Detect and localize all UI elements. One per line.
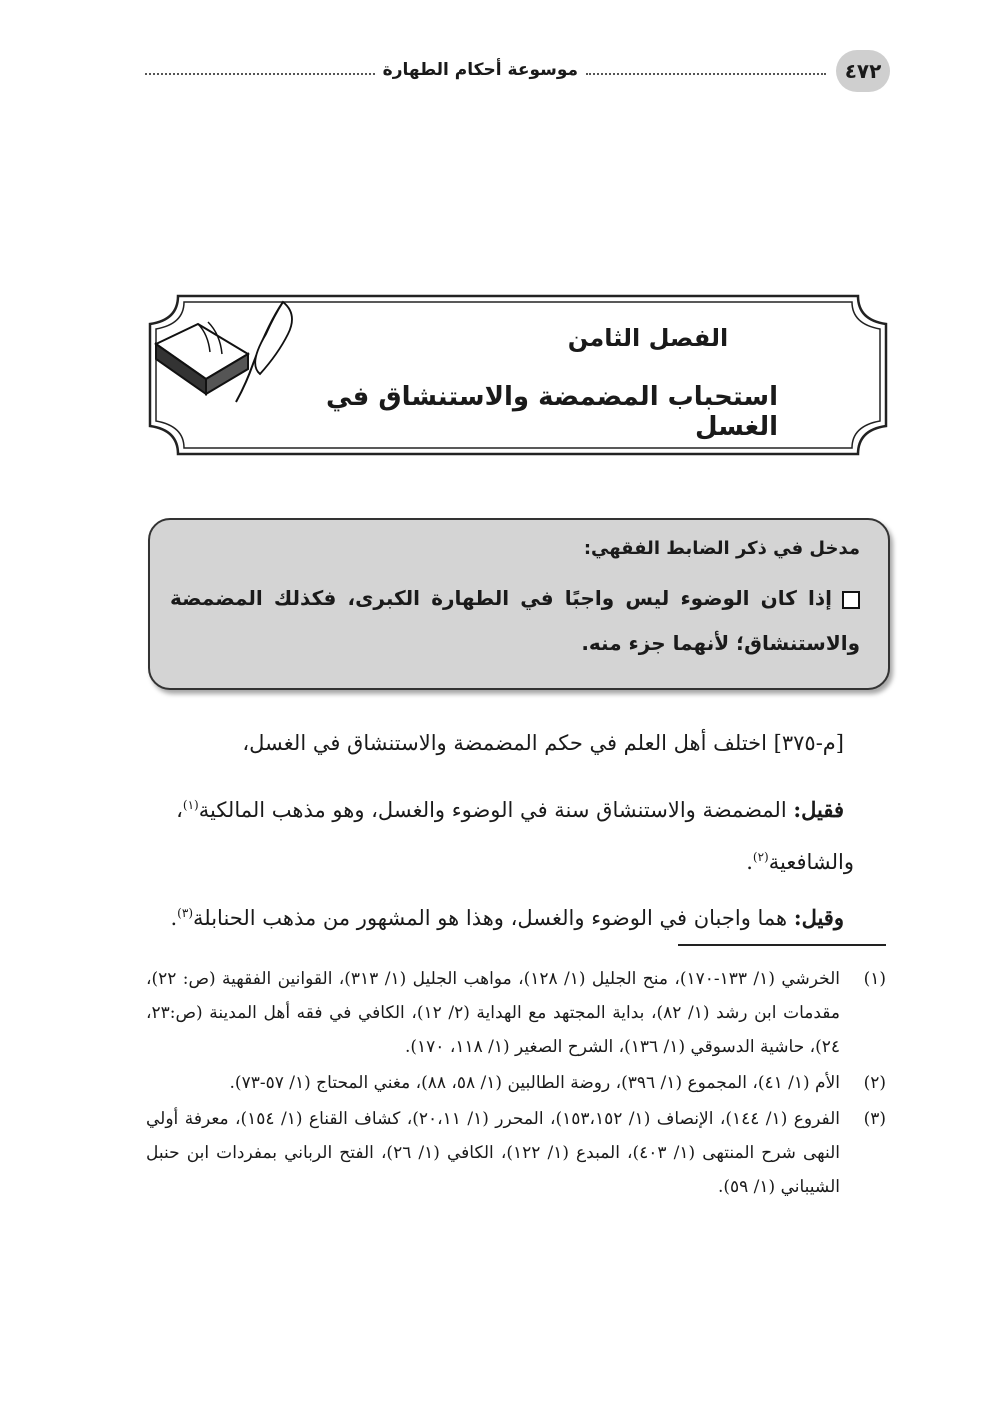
- footnote-ref: (٢): [752, 850, 769, 864]
- footnote-ref: (١): [182, 798, 199, 812]
- keyword: فقيل:: [793, 797, 844, 822]
- checkbox-icon: [842, 591, 860, 609]
- running-title: موسوعة أحكام الطهارة: [382, 60, 578, 80]
- rule-text-block: [170, 576, 860, 666]
- page-number: ٤٧٢: [836, 50, 890, 92]
- paragraph-4: [154, 898, 844, 933]
- paragraph-text: هما واجبان في الوضوء والغسل، وهذا هو المشهور من مذهب الحنابلة: [193, 906, 794, 930]
- chapter-title: استحباب المضمضة والاستنشاق في الغسل: [325, 382, 778, 442]
- book-quill-icon: [148, 294, 298, 409]
- footnote-number: (١): [863, 969, 886, 989]
- punctuation: ،: [176, 798, 183, 822]
- jurisprudential-rule-box: [148, 518, 890, 690]
- paragraph-text: المضمضة والاستنشاق سنة في الوضوء والغسل، وهو مذهب المالكية: [198, 798, 794, 822]
- keyword: وقيل:: [793, 905, 844, 930]
- footnote-text: الفروع (١/ ١٤٤)، الإنصاف (١/ ١٥٣،١٥٢)، المحرر (١/ ٢٠،١١)، كشاف القناع (١/ ١٥٤)، معرفة أولي النهى شرح المنتهى (١/ ٤٠٣)، المبدع (١/ ١٢٢)، الكافي (١/ ٢٦)، الفتح الرباني بمفردات ابن حنبل الشيباني (١/ ٥٩).: [146, 1109, 841, 1197]
- footnote-number: (٢): [863, 1073, 886, 1093]
- rule-heading: مدخل في ذكر الضابط الفقهي:: [583, 538, 860, 559]
- punctuation: .: [170, 906, 178, 930]
- paragraph-1: [م-٣٧٥] اختلف أهل العلم في حكم المضمضة والاستنشاق في الغسل،: [242, 731, 844, 755]
- footnote-ref: (٣): [177, 906, 193, 920]
- paragraph-2: [154, 790, 844, 825]
- punctuation: .: [746, 850, 753, 874]
- footnote-number: (٣): [863, 1109, 886, 1129]
- running-title-row: [145, 56, 826, 84]
- footnote: [146, 962, 886, 1064]
- rule-text: إذا كان الوضوء ليس واجبًا في الطهارة الكبرى، فكذلك المضمضة والاستنشاق؛ لأنهما جزء منه.: [170, 586, 860, 655]
- paragraph-text: والشافعية: [768, 850, 854, 874]
- footnote-text: الخرشي (١/ ١٣٣-١٧٠)، منح الجليل (١/ ١٢٨)، مواهب الجليل (١/ ٣١٣)، القوانين الفقهية (ص: ٢٢)، مقدمات ابن رشد (١/ ٨٢)، بداية المجتهد مع الهداية (٢/ ١٢)، الكافي في فقه أهل المدينة (ص:٢٣، ٢٤)، حاشية الدسوقي (١/ ١٣٦)، الشرح الصغير (١/ ١١٨، ١٧٠).: [146, 969, 840, 1057]
- chapter-heading-frame: [148, 294, 888, 456]
- leader-dots: [145, 73, 375, 75]
- page-header: [145, 44, 890, 98]
- footnote-separator: [678, 944, 886, 946]
- footnote: [146, 1066, 886, 1100]
- leader-dots: [586, 73, 826, 75]
- chapter-label: الفصل الثامن: [567, 324, 729, 352]
- footnotes: [146, 962, 886, 1206]
- paragraph-3: [164, 842, 854, 877]
- footnote: [146, 1102, 886, 1204]
- footnote-text: الأم (١/ ٤١)، المجموع (١/ ٣٩٦)، روضة الطالبين (١/ ٥٨، ٨٨)، مغني المحتاج (١/ ٥٧-٧٣).: [229, 1073, 840, 1093]
